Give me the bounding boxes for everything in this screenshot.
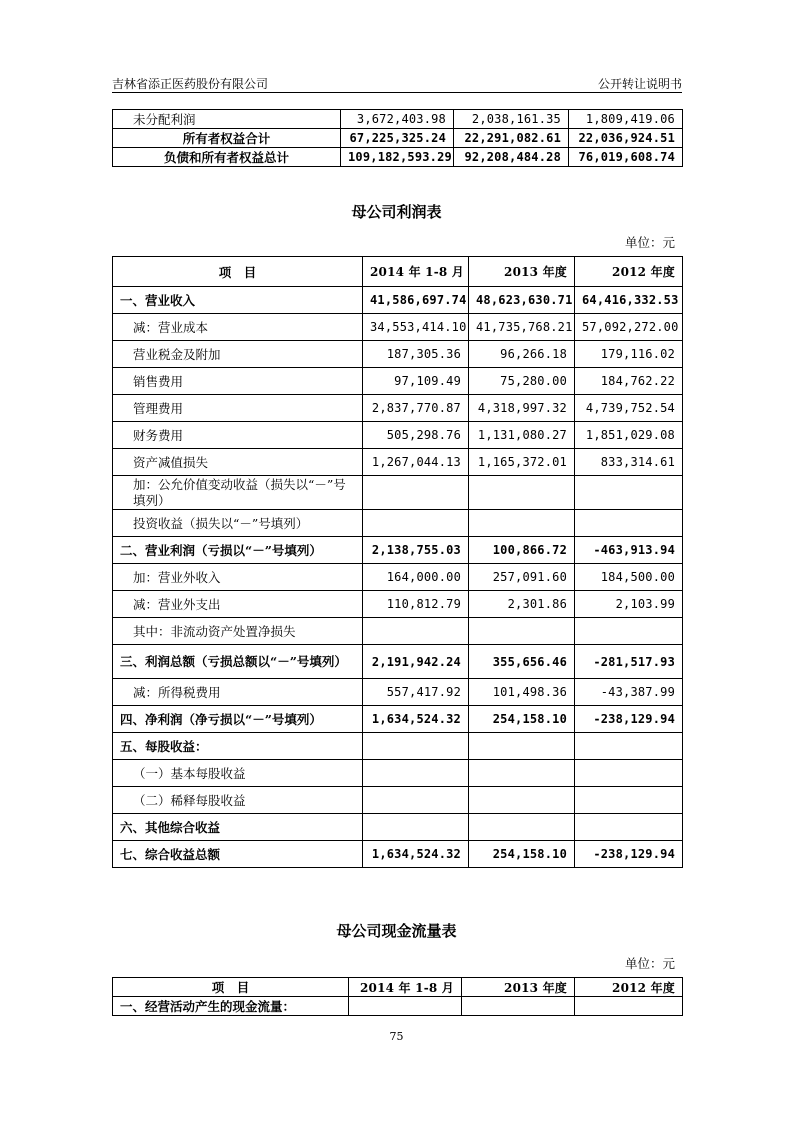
- value-2014: 557,417.92: [363, 679, 469, 706]
- value-2012: 64,416,332.53: [575, 287, 683, 314]
- table-row: [113, 537, 683, 564]
- value-2012: [575, 510, 683, 537]
- document-title: 公开转让说明书: [597, 77, 682, 91]
- header-2012: 2012 年度: [575, 978, 683, 997]
- value-2012: [575, 618, 683, 645]
- row-label: 减：所得税费用: [113, 679, 363, 706]
- value-2012: 833,314.61: [575, 449, 683, 476]
- value-2014: 67,225,325.24: [341, 129, 454, 148]
- value-2014: 110,812.79: [363, 591, 469, 618]
- value-2014: [363, 787, 469, 814]
- row-label: 六、其他综合收益: [113, 814, 363, 841]
- value-2013: 4,318,997.32: [469, 395, 575, 422]
- value-2013: 1,165,372.01: [469, 449, 575, 476]
- header-2014: 2014 年 1-8 月: [349, 978, 462, 997]
- value-2012: 2,103.99: [575, 591, 683, 618]
- header-2012: 2012 年度: [575, 257, 683, 287]
- row-label: （二）稀释每股收益: [113, 787, 363, 814]
- value-2013: 1,131,080.27: [469, 422, 575, 449]
- row-label: 一、经营活动产生的现金流量：: [113, 997, 349, 1016]
- row-label: 其中：非流动资产处置净损失: [113, 618, 363, 645]
- income-statement-title: 母公司利润表: [351, 203, 442, 221]
- value-2014: [363, 510, 469, 537]
- cashflow-unit-label: 单位：元: [624, 956, 675, 971]
- page-header: [112, 72, 682, 93]
- value-2014: 1,634,524.32: [363, 706, 469, 733]
- value-2012: -281,517.93: [575, 645, 683, 679]
- value-2012: [575, 733, 683, 760]
- table-row: [113, 733, 683, 760]
- value-2013: 101,498.36: [469, 679, 575, 706]
- value-2013: [469, 618, 575, 645]
- value-2014: 109,182,593.29: [341, 148, 454, 167]
- table-row: [113, 510, 683, 537]
- value-2014: [363, 760, 469, 787]
- row-label: 二、营业利润（亏损以“－”号填列）: [113, 537, 363, 564]
- value-2013: [469, 760, 575, 787]
- value-2014: [363, 618, 469, 645]
- row-label: 投资收益（损失以“－”号填列）: [113, 510, 363, 537]
- table-row: [113, 110, 683, 129]
- table-row: [113, 449, 683, 476]
- value-2012: 76,019,608.74: [569, 148, 683, 167]
- row-label: 资产减值损失: [113, 449, 363, 476]
- row-label: 所有者权益合计: [113, 129, 341, 148]
- value-2012: [575, 787, 683, 814]
- value-2012: -43,387.99: [575, 679, 683, 706]
- value-2012: -238,129.94: [575, 706, 683, 733]
- row-label: 七、综合收益总额: [113, 841, 363, 868]
- value-2013: [469, 814, 575, 841]
- value-2014: [363, 733, 469, 760]
- value-2013: 254,158.10: [469, 841, 575, 868]
- value-2012: [575, 814, 683, 841]
- value-2014: 2,837,770.87: [363, 395, 469, 422]
- balance-sheet-tail-table: [112, 109, 683, 167]
- value-2013: 75,280.00: [469, 368, 575, 395]
- row-label: 三、利润总额（亏损总额以“－”号填列）: [113, 645, 363, 679]
- page-number: 75: [389, 1030, 404, 1043]
- table-row: [113, 129, 683, 148]
- row-label: 一、营业收入: [113, 287, 363, 314]
- value-2012: 184,500.00: [575, 564, 683, 591]
- value-2012: -463,913.94: [575, 537, 683, 564]
- value-2014: 1,634,524.32: [363, 841, 469, 868]
- value-2012: [575, 997, 683, 1016]
- value-2013: [469, 476, 575, 510]
- value-2014: 2,191,942.24: [363, 645, 469, 679]
- table-row: [113, 341, 683, 368]
- value-2013: 100,866.72: [469, 537, 575, 564]
- value-2014: 187,305.36: [363, 341, 469, 368]
- row-label: 减：营业成本: [113, 314, 363, 341]
- income-unit-label: 单位：元: [624, 235, 675, 250]
- table-row: [113, 422, 683, 449]
- cashflow-statement-table: [112, 977, 683, 1016]
- table-row: [113, 148, 683, 167]
- table-row: [113, 841, 683, 868]
- value-2013: 48,623,630.71: [469, 287, 575, 314]
- value-2013: 92,208,484.28: [454, 148, 569, 167]
- row-label: 未分配利润: [113, 110, 341, 129]
- value-2014: 164,000.00: [363, 564, 469, 591]
- value-2012: 1,809,419.06: [569, 110, 683, 129]
- value-2014: 2,138,755.03: [363, 537, 469, 564]
- value-2012: 4,739,752.54: [575, 395, 683, 422]
- value-2013: [462, 997, 575, 1016]
- value-2012: [575, 760, 683, 787]
- row-label: （一）基本每股收益: [113, 760, 363, 787]
- value-2014: 505,298.76: [363, 422, 469, 449]
- value-2012: -238,129.94: [575, 841, 683, 868]
- table-row: [113, 564, 683, 591]
- value-2013: 41,735,768.21: [469, 314, 575, 341]
- value-2014: 3,672,403.98: [341, 110, 454, 129]
- table-row: [113, 591, 683, 618]
- value-2013: 254,158.10: [469, 706, 575, 733]
- table-row: [113, 787, 683, 814]
- row-label: 销售费用: [113, 368, 363, 395]
- value-2014: 41,586,697.74: [363, 287, 469, 314]
- row-label: 营业税金及附加: [113, 341, 363, 368]
- value-2012: 57,092,272.00: [575, 314, 683, 341]
- value-2013: 355,656.46: [469, 645, 575, 679]
- table-row: [113, 618, 683, 645]
- row-label: 财务费用: [113, 422, 363, 449]
- table-row: [113, 314, 683, 341]
- header-2013: 2013 年度: [462, 978, 575, 997]
- table-row: [113, 368, 683, 395]
- value-2013: 2,301.86: [469, 591, 575, 618]
- table-row: [113, 760, 683, 787]
- value-2012: 179,116.02: [575, 341, 683, 368]
- table-row: [113, 679, 683, 706]
- header-item: 项 目: [113, 257, 363, 287]
- value-2014: [363, 814, 469, 841]
- value-2013: [469, 733, 575, 760]
- value-2014: 97,109.49: [363, 368, 469, 395]
- table-row: [113, 814, 683, 841]
- value-2012: 184,762.22: [575, 368, 683, 395]
- row-label: 管理费用: [113, 395, 363, 422]
- table-row: [113, 997, 683, 1016]
- table-header-row: [113, 257, 683, 287]
- income-statement-table: [112, 256, 683, 868]
- value-2013: 22,291,082.61: [454, 129, 569, 148]
- row-label: 五、每股收益：: [113, 733, 363, 760]
- value-2013: 2,038,161.35: [454, 110, 569, 129]
- table-header-row: [113, 978, 683, 997]
- value-2012: 1,851,029.08: [575, 422, 683, 449]
- table-row: [113, 706, 683, 733]
- company-name: 吉林省添正医药股份有限公司: [112, 77, 269, 91]
- row-label: 加：营业外收入: [113, 564, 363, 591]
- value-2013: [469, 510, 575, 537]
- row-label: 减：营业外支出: [113, 591, 363, 618]
- value-2014: 34,553,414.10: [363, 314, 469, 341]
- table-row: [113, 395, 683, 422]
- value-2012: 22,036,924.51: [569, 129, 683, 148]
- row-label: 加：公允价值变动收益（损失以“－”号填列）: [113, 476, 363, 510]
- table-row: [113, 287, 683, 314]
- table-row: [113, 645, 683, 679]
- value-2014: [363, 476, 469, 510]
- header-item: 项 目: [113, 978, 349, 997]
- value-2013: 257,091.60: [469, 564, 575, 591]
- value-2012: [575, 476, 683, 510]
- value-2013: [469, 787, 575, 814]
- value-2014: 1,267,044.13: [363, 449, 469, 476]
- value-2013: 96,266.18: [469, 341, 575, 368]
- table-row: [113, 476, 683, 510]
- row-label: 四、净利润（净亏损以“－”号填列）: [113, 706, 363, 733]
- row-label: 负债和所有者权益总计: [113, 148, 341, 167]
- header-2014: 2014 年 1-8 月: [363, 257, 469, 287]
- value-2014: [349, 997, 462, 1016]
- header-2013: 2013 年度: [469, 257, 575, 287]
- cashflow-statement-title: 母公司现金流量表: [336, 922, 457, 940]
